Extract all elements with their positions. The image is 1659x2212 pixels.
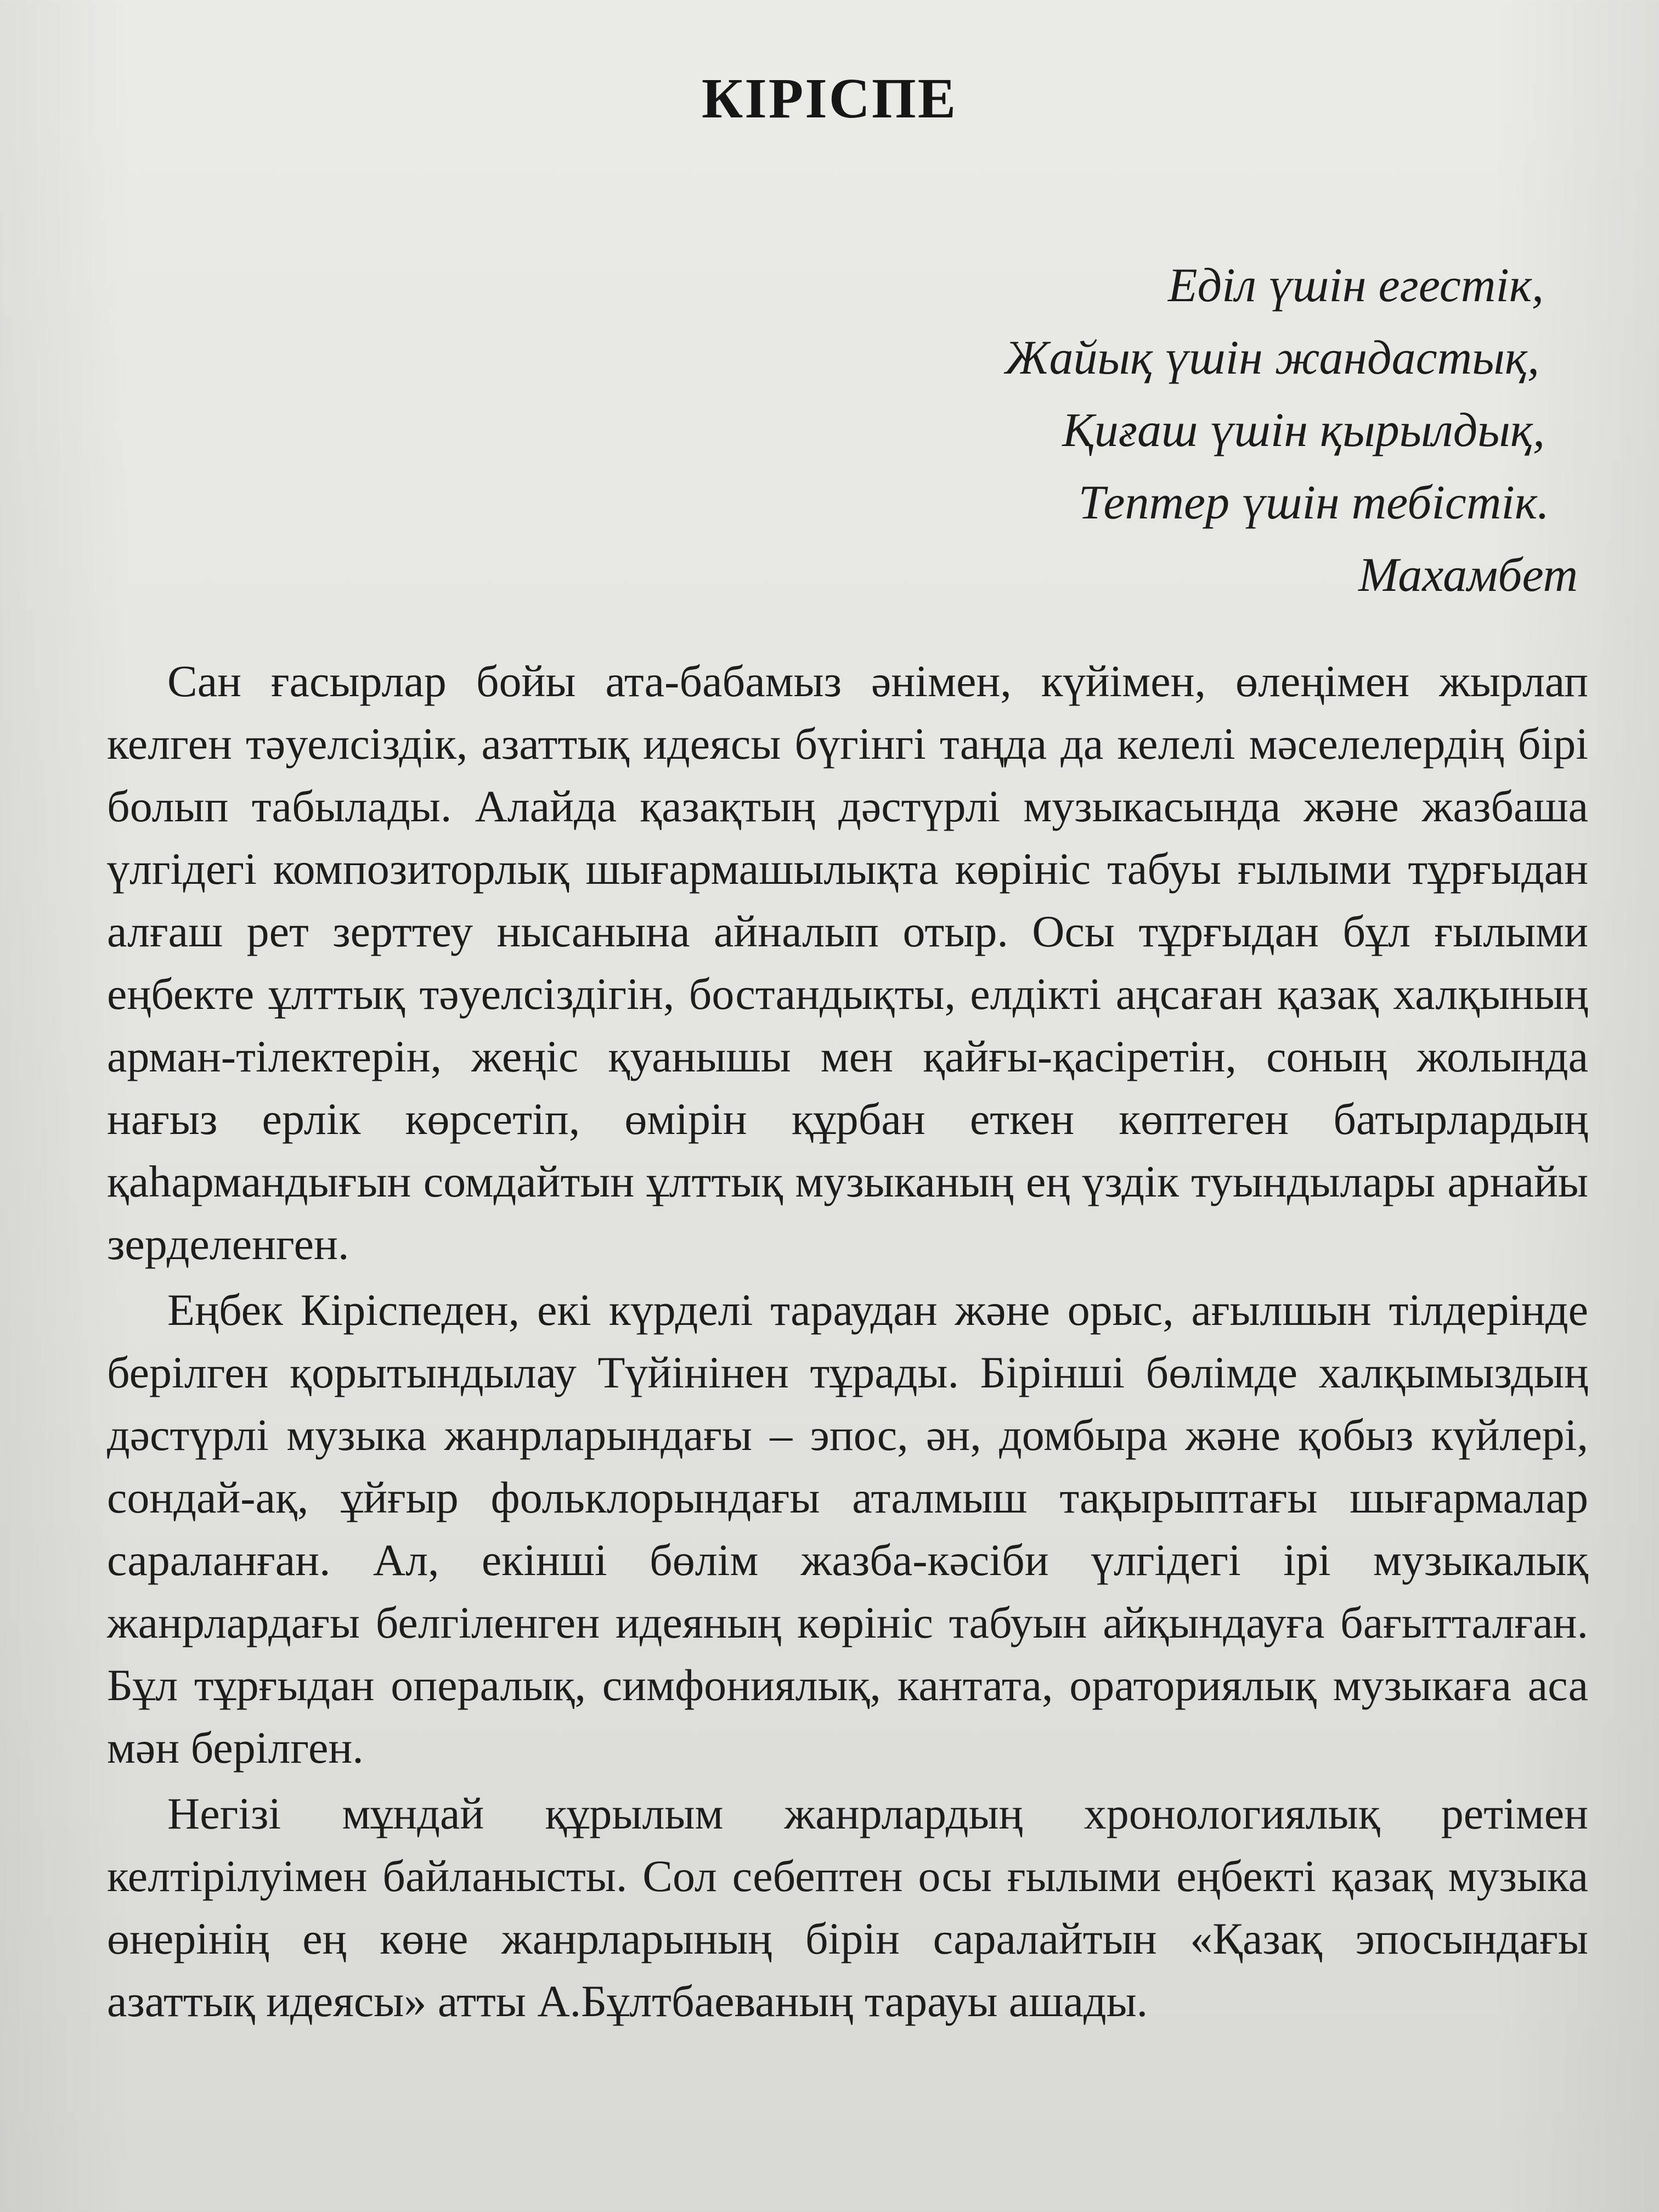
epigraph-line: Қиғаш үшін қырылдық,	[1062, 404, 1545, 457]
epigraph-line: Еділ үшін егестік,	[1167, 259, 1544, 312]
page-title: КІРІСПЕ	[701, 67, 958, 130]
epigraph-line: Тептер үшін тебістік.	[1078, 476, 1549, 529]
epigraph-line: Жайық үшін жандастық,	[1005, 331, 1539, 385]
paragraph: Сан ғасырлар бойы ата-бабамыз әнімен, күйімен, өлеңімен жырлап келген тәуелсіздік, азаттық идеясы бүгінгі таңда да келелі мәселелердің бірі болып табылады. Алайда қазақтың дәстүрлі музыкасында және жазбаша үлгідегі композиторлық шығармашылықта көрініс табуы ғылыми тұрғыдан алғаш рет зерттеу нысанына айналып отыр. Осы тұрғыдан бұл ғылыми еңбекте ұлттық тәуелсіздігін, бостандықты, елдікті аңсаған қазақ халқының арман-тілектерін, жеңіс қуанышы мен қайғы-қасіретін, соның жолында нағыз ерлік көрсетіп, өмірін құрбан еткен көптеген батырлардың қаһармандығын сомдайтын ұлттық музыканың ең үздік туындылары арнайы зерделенген.	[107, 656, 1588, 1269]
paragraph: Еңбек Кіріспеден, екі күрделі тараудан және орыс, ағылшын тілдерінде берілген қорытындылау Түйінінен тұрады. Бірінші бөлімде халқымыздың дәстүрлі музыка жанрларындағы – эпос, ән, домбыра және қобыз күйлері, сондай-ақ, ұйғыр фольклорындағы аталмыш тақырыптағы шығармалар сараланған. Ал, екінші бөлім жазба-кәсіби үлгідегі ірі музыкалық жанрлардағы белгіленген идеяның көрініс табуын айқындауға бағытталған. Бұл тұрғыдан опералық, симфониялық, кантата, ораториялық музыкаға аса мән берілген.	[107, 1285, 1588, 1773]
body-text	[107, 650, 1588, 2035]
epigraph-author: Махамбет	[1358, 549, 1578, 602]
epigraph	[755, 250, 1578, 612]
paragraph: Негізі мұндай құрылым жанрлардың хронологиялық ретімен келтірілуімен байланысты. Сол себептен осы ғылыми еңбекті қазақ музыка өнерінің ең көне жанрларының бірін саралайтын «Қазақ эпосындағы азаттық идеясы» атты А.Бұлтбаеваның тарауы ашады.	[107, 1788, 1588, 2026]
